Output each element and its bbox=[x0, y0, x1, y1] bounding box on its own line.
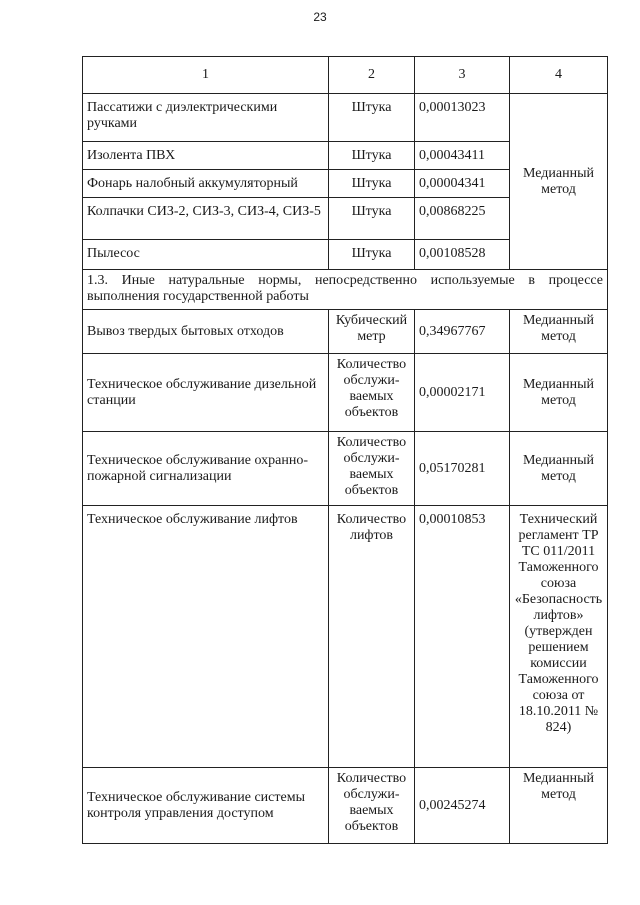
item-unit: Количество лифтов bbox=[329, 506, 415, 768]
page-number: 23 bbox=[313, 10, 327, 24]
item-unit: Штука bbox=[329, 198, 415, 240]
item-value: 0,05170281 bbox=[415, 432, 510, 506]
table-row bbox=[83, 768, 608, 844]
section-row bbox=[83, 270, 608, 310]
norms-table bbox=[82, 56, 608, 844]
header-col-4: 4 bbox=[510, 57, 608, 94]
item-unit: Кубический метр bbox=[329, 310, 415, 354]
item-name: Пылесос bbox=[83, 240, 329, 270]
item-method: Технический регламент ТР ТС 011/2011 Таможенного союза «Безопасность лифтов» (утвержден решением комиссии Таможенного союза от 18.10.2011 № 824) bbox=[510, 506, 608, 768]
item-name: Вывоз твердых бытовых отходов bbox=[83, 310, 329, 354]
group-method: Медианный метод bbox=[510, 94, 608, 270]
item-method: Медианный метод bbox=[510, 768, 608, 844]
table-row bbox=[83, 94, 608, 142]
item-unit: Штука bbox=[329, 240, 415, 270]
header-col-3: 3 bbox=[415, 57, 510, 94]
item-unit: Штука bbox=[329, 142, 415, 170]
item-name: Пассатижи с диэлектрическими ручками bbox=[83, 94, 329, 142]
item-name: Техническое обслуживание лифтов bbox=[83, 506, 329, 768]
table-row bbox=[83, 506, 608, 768]
item-name: Фонарь налобный аккумуляторный bbox=[83, 170, 329, 198]
item-value: 0,00108528 bbox=[415, 240, 510, 270]
item-method: Медианный метод bbox=[510, 354, 608, 432]
item-value: 0,00004341 bbox=[415, 170, 510, 198]
table-row bbox=[83, 432, 608, 506]
item-value: 0,34967767 bbox=[415, 310, 510, 354]
item-method: Медианный метод bbox=[510, 310, 608, 354]
item-method: Медианный метод bbox=[510, 432, 608, 506]
item-value: 0,00043411 bbox=[415, 142, 510, 170]
table-row bbox=[83, 310, 608, 354]
item-name: Техническое обслуживание дизельной станции bbox=[83, 354, 329, 432]
section-heading: 1.3. Иные натуральные нормы, непосредственно используемые в процессе выполнения государственной работы bbox=[83, 270, 608, 310]
item-value: 0,00013023 bbox=[415, 94, 510, 142]
item-unit: Количество обслужи-ваемых объектов bbox=[329, 432, 415, 506]
item-name: Техническое обслуживание системы контроля управления доступом bbox=[83, 768, 329, 844]
item-value: 0,00868225 bbox=[415, 198, 510, 240]
item-name: Техническое обслуживание охранно-пожарной сигнализации bbox=[83, 432, 329, 506]
item-unit: Количество обслужи-ваемых объектов bbox=[329, 354, 415, 432]
item-value: 0,00010853 bbox=[415, 506, 510, 768]
item-unit: Штука bbox=[329, 170, 415, 198]
header-col-1: 1 bbox=[83, 57, 329, 94]
item-name: Колпачки СИЗ-2, СИЗ-3, СИЗ-4, СИЗ-5 bbox=[83, 198, 329, 240]
item-value: 0,00002171 bbox=[415, 354, 510, 432]
table-row bbox=[83, 354, 608, 432]
header-col-2: 2 bbox=[329, 57, 415, 94]
item-value: 0,00245274 bbox=[415, 768, 510, 844]
header-row bbox=[83, 57, 608, 94]
item-unit: Штука bbox=[329, 94, 415, 142]
item-name: Изолента ПВХ bbox=[83, 142, 329, 170]
item-unit: Количество обслужи-ваемых объектов bbox=[329, 768, 415, 844]
